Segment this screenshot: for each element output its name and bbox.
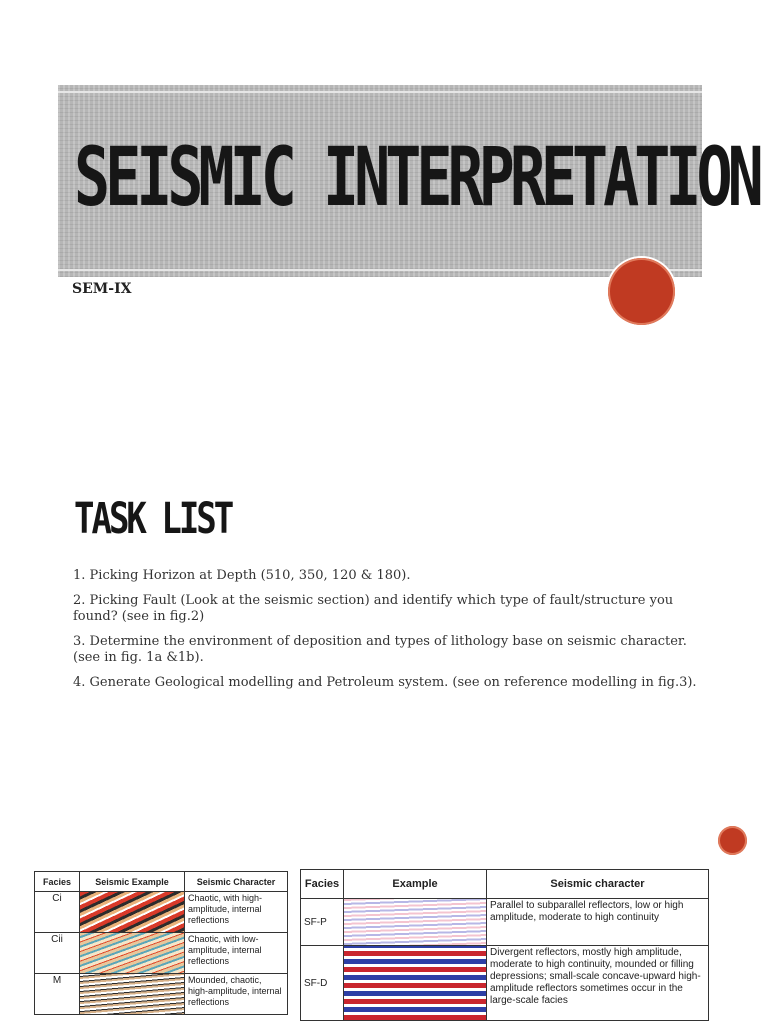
- task-item-3: 3. Determine the environment of deposition and types of lithology base on seismic character. (see in fig. 1a &1b).: [73, 634, 687, 665]
- col-header-character: Seismic Character: [185, 872, 288, 892]
- facies-cell: Cii: [35, 933, 80, 974]
- seismic-example-image: [80, 933, 185, 974]
- table-header-row: [301, 870, 709, 899]
- character-cell: Chaotic, with high-amplitude, internal reflections: [185, 892, 288, 933]
- col-header-facies: Facies: [301, 870, 344, 899]
- task-list-heading: TASK LIST: [74, 494, 232, 544]
- facies-table-1: [34, 871, 288, 1015]
- task-item-1: 1. Picking Horizon at Depth (510, 350, 120 & 180).: [73, 568, 411, 583]
- facies-table-2: [300, 869, 709, 1021]
- title-slide: [0, 0, 768, 420]
- task-item-2: 2. Picking Fault (Look at the seismic section) and identify which type of fault/structure you found? (see in fig.2): [73, 593, 674, 624]
- facies-cell: SF-P: [301, 899, 344, 946]
- table-row: [35, 892, 288, 933]
- table-row: [35, 974, 288, 1015]
- seismic-example-image: [80, 974, 185, 1015]
- task-item-4: 4. Generate Geological modelling and Petroleum system. (see on reference modelling in fig.3).: [73, 675, 697, 690]
- col-header-character: Seismic character: [487, 870, 709, 899]
- seismic-example-image: [80, 892, 185, 933]
- slide-title: SEISMIC INTERPRETATION: [74, 130, 759, 226]
- title-banner: [58, 85, 759, 277]
- col-header-example: Seismic Example: [80, 872, 185, 892]
- character-cell: Parallel to subparallel reflectors, low or high amplitude, moderate to high continuity: [487, 899, 709, 946]
- table-header-row: [35, 872, 288, 892]
- character-cell: Chaotic, with low-amplitude, internal reflections: [185, 933, 288, 974]
- table-row: [35, 933, 288, 974]
- seismic-example-image: [344, 946, 487, 1021]
- decorative-circle-small: [718, 826, 747, 855]
- facies-cell: Ci: [35, 892, 80, 933]
- facies-cell: SF-D: [301, 946, 344, 1021]
- seismic-example-image: [344, 899, 487, 946]
- facies-cell: M: [35, 974, 80, 1015]
- decorative-circle: [608, 258, 675, 325]
- col-header-example: Example: [344, 870, 487, 899]
- banner-top-line: [58, 91, 702, 93]
- character-cell: Mounded, chaotic, high-amplitude, internal reflections: [185, 974, 288, 1015]
- banner-bottom-line: [58, 269, 702, 271]
- table-row: [301, 946, 709, 1021]
- table-row: [301, 899, 709, 946]
- task-list: [73, 568, 703, 700]
- slide-subtitle: SEM-IX: [72, 281, 132, 297]
- character-cell: Divergent reflectors, mostly high amplitude, moderate to high continuity, mounded or filling depressions; small-scale concave-upward high-amplitude reflectors sometimes occur in the large-scale facies: [487, 946, 709, 1021]
- col-header-facies: Facies: [35, 872, 80, 892]
